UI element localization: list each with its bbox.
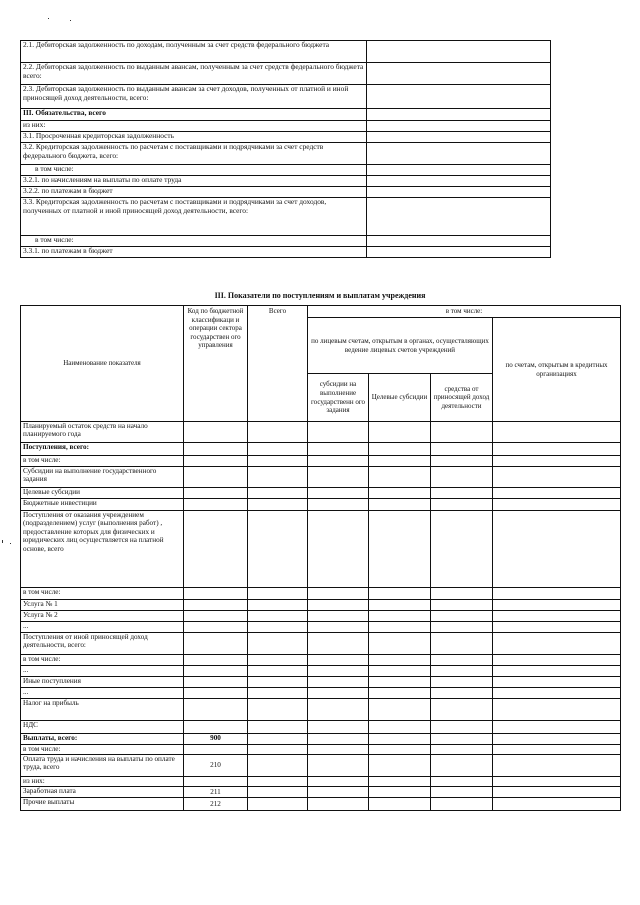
value-cell xyxy=(248,721,308,734)
indicator-name: Иные поступления xyxy=(21,677,184,688)
value-cell xyxy=(248,666,308,677)
liability-row-value xyxy=(367,187,551,198)
value-cell xyxy=(369,677,431,688)
budget-code xyxy=(184,443,248,456)
value-cell xyxy=(369,655,431,666)
value-cell xyxy=(493,622,621,633)
value-cell xyxy=(369,633,431,655)
value-cell xyxy=(369,787,431,798)
indicator-name: Услуга № 1 xyxy=(21,600,184,611)
value-cell xyxy=(493,499,621,511)
indicator-name: Целевые субсидии xyxy=(21,488,184,499)
value-cell xyxy=(493,655,621,666)
value-cell xyxy=(431,755,493,777)
indicator-name: ... xyxy=(21,622,184,633)
value-cell xyxy=(248,745,308,755)
value-cell xyxy=(248,600,308,611)
value-cell xyxy=(248,611,308,622)
value-cell xyxy=(369,755,431,777)
budget-code: 212 xyxy=(184,798,248,811)
liability-row xyxy=(21,63,551,85)
table-row xyxy=(21,699,621,721)
value-cell xyxy=(308,755,369,777)
value-cell xyxy=(308,511,369,588)
table-row xyxy=(21,443,621,456)
liability-row-value xyxy=(367,143,551,165)
liability-row-label: 2.3. Дебиторская задолженность по выданным авансам за счет доходов, полученных от платной и иной приносящей доход деятельности, всего: xyxy=(21,85,367,109)
indicator-name: Поступления, всего: xyxy=(21,443,184,456)
value-cell xyxy=(369,443,431,456)
value-cell xyxy=(308,633,369,655)
liabilities-table xyxy=(20,40,551,258)
indicator-name: из них: xyxy=(21,777,184,787)
value-cell xyxy=(369,688,431,699)
value-cell xyxy=(248,699,308,721)
value-cell xyxy=(493,787,621,798)
liability-row-label: 3.2. Кредиторская задолженность по расчетам с поставщиками и подрядчиками за счет средств федерального бюджета, всего: xyxy=(21,143,367,165)
value-cell xyxy=(308,611,369,622)
value-cell xyxy=(369,777,431,787)
indicator-name: Услуга № 2 xyxy=(21,611,184,622)
value-cell xyxy=(369,588,431,600)
value-cell xyxy=(248,511,308,588)
header-target-subsidy: Целевые субсидии xyxy=(369,374,431,422)
value-cell xyxy=(431,588,493,600)
value-cell xyxy=(369,611,431,622)
value-cell xyxy=(248,488,308,499)
value-cell xyxy=(493,688,621,699)
value-cell xyxy=(308,499,369,511)
value-cell xyxy=(308,456,369,467)
value-cell xyxy=(308,655,369,666)
value-cell xyxy=(369,721,431,734)
budget-code xyxy=(184,611,248,622)
table-row xyxy=(21,777,621,787)
value-cell xyxy=(493,755,621,777)
value-cell xyxy=(431,734,493,745)
value-cell xyxy=(493,777,621,787)
value-cell xyxy=(493,488,621,499)
table-row xyxy=(21,600,621,611)
value-cell xyxy=(308,467,369,488)
budget-code xyxy=(184,777,248,787)
budget-code xyxy=(184,600,248,611)
value-cell xyxy=(308,422,369,443)
value-cell xyxy=(493,721,621,734)
value-cell xyxy=(369,467,431,488)
budget-code: 211 xyxy=(184,787,248,798)
value-cell xyxy=(308,688,369,699)
liability-row-label: 2.1. Дебиторская задолженность по доходам, полученным за счет средств федерального бюджета xyxy=(21,41,367,63)
value-cell xyxy=(493,588,621,600)
value-cell xyxy=(248,422,308,443)
header-credit-accounts: по счетам, открытым в кредитных организациях xyxy=(493,318,621,422)
table-row xyxy=(21,721,621,734)
liability-row xyxy=(21,121,551,132)
value-cell xyxy=(431,511,493,588)
value-cell xyxy=(248,777,308,787)
budget-code xyxy=(184,422,248,443)
value-cell xyxy=(248,443,308,456)
value-cell xyxy=(248,688,308,699)
value-cell xyxy=(431,798,493,811)
table-row xyxy=(21,499,621,511)
value-cell xyxy=(248,734,308,745)
liability-row xyxy=(21,41,551,63)
indicator-name: Планируемый остаток средств на начало планируемого года xyxy=(21,422,184,443)
value-cell xyxy=(493,443,621,456)
value-cell xyxy=(369,422,431,443)
value-cell xyxy=(431,745,493,755)
value-cell xyxy=(308,745,369,755)
table-row xyxy=(21,755,621,777)
value-cell xyxy=(369,699,431,721)
value-cell xyxy=(431,677,493,688)
indicator-name: в том числе: xyxy=(21,588,184,600)
table-row xyxy=(21,588,621,600)
value-cell xyxy=(431,422,493,443)
liability-row xyxy=(21,176,551,187)
liability-row-value xyxy=(367,109,551,121)
header-budget-code: Код по бюджетной классификаци и операции сектора государствен ого управления xyxy=(184,306,248,422)
indicator-name: Оплата труда и начисления на выплаты по оплате труда, всего xyxy=(21,755,184,777)
indicator-name: Субсидии на выполнение государственного задания xyxy=(21,467,184,488)
liability-row-label: в том числе: xyxy=(21,165,367,176)
value-cell xyxy=(431,600,493,611)
budget-code xyxy=(184,488,248,499)
liability-row xyxy=(21,143,551,165)
liability-row-label: 3.3. Кредиторская задолженность по расчетам с поставщиками и подрядчиками за счет доходов, полученных от платной и иной приносящей доход деятельности, всего: xyxy=(21,198,367,236)
liability-row xyxy=(21,236,551,247)
value-cell xyxy=(493,699,621,721)
value-cell xyxy=(431,467,493,488)
budget-code xyxy=(184,688,248,699)
table-row xyxy=(21,456,621,467)
budget-code: 900 xyxy=(184,734,248,745)
value-cell xyxy=(248,499,308,511)
indicator-name: Заработная плата xyxy=(21,787,184,798)
indicator-name: Бюджетные инвестиции xyxy=(21,499,184,511)
liability-row-value xyxy=(367,247,551,258)
liability-row-value xyxy=(367,236,551,247)
value-cell xyxy=(248,677,308,688)
value-cell xyxy=(308,777,369,787)
scan-speck xyxy=(70,20,71,21)
header-total: Всего xyxy=(248,306,308,422)
liability-row-value xyxy=(367,132,551,143)
value-cell xyxy=(308,677,369,688)
value-cell xyxy=(369,499,431,511)
receipts-payments-table xyxy=(20,305,621,811)
value-cell xyxy=(493,734,621,745)
liability-row-value xyxy=(367,63,551,85)
value-cell xyxy=(493,456,621,467)
value-cell xyxy=(431,456,493,467)
table-row xyxy=(21,633,621,655)
table-row xyxy=(21,488,621,499)
table-row xyxy=(21,688,621,699)
indicator-name: Прочие выплаты xyxy=(21,798,184,811)
value-cell xyxy=(493,633,621,655)
table-row xyxy=(21,745,621,755)
value-cell xyxy=(308,488,369,499)
liability-row xyxy=(21,132,551,143)
budget-code xyxy=(184,499,248,511)
budget-code xyxy=(184,467,248,488)
value-cell xyxy=(493,677,621,688)
indicator-name: Налог на прибыль xyxy=(21,699,184,721)
liability-row-label: 3.3.1. по платежам в бюджет xyxy=(21,247,367,258)
table-row xyxy=(21,798,621,811)
indicator-name: в том числе: xyxy=(21,655,184,666)
budget-code xyxy=(184,745,248,755)
scan-speck xyxy=(10,543,11,544)
liability-row-label: в том числе: xyxy=(21,236,367,247)
liability-row xyxy=(21,198,551,236)
value-cell xyxy=(431,488,493,499)
value-cell xyxy=(248,467,308,488)
liability-row-value xyxy=(367,198,551,236)
value-cell xyxy=(493,666,621,677)
budget-code xyxy=(184,511,248,588)
value-cell xyxy=(248,622,308,633)
liability-row xyxy=(21,85,551,109)
liability-row-label: 3.2.2. по платежам в бюджет xyxy=(21,187,367,198)
value-cell xyxy=(248,755,308,777)
table-row xyxy=(21,467,621,488)
indicator-name: ... xyxy=(21,666,184,677)
value-cell xyxy=(308,666,369,677)
value-cell xyxy=(248,588,308,600)
indicator-name: Поступления от оказания учреждением (подразделением) услуг (выполнения работ) , предоставление которых для физических и юридических лиц осуществляется на платной основе, всего xyxy=(21,511,184,588)
budget-code xyxy=(184,677,248,688)
scan-speck xyxy=(2,540,3,543)
table-row xyxy=(21,511,621,588)
value-cell xyxy=(308,443,369,456)
value-cell xyxy=(248,456,308,467)
liability-row-label: 3.1. Просроченная кредиторская задолженность xyxy=(21,132,367,143)
value-cell xyxy=(431,721,493,734)
value-cell xyxy=(248,655,308,666)
value-cell xyxy=(431,633,493,655)
value-cell xyxy=(369,456,431,467)
table-row xyxy=(21,622,621,633)
liability-row-value xyxy=(367,121,551,132)
table-row xyxy=(21,655,621,666)
value-cell xyxy=(308,787,369,798)
value-cell xyxy=(369,666,431,677)
value-cell xyxy=(431,666,493,677)
liability-row xyxy=(21,109,551,121)
liability-row-value xyxy=(367,176,551,187)
header-state-task-subsidy: субсидии на выполнение государственн ого задания xyxy=(308,374,369,422)
value-cell xyxy=(431,777,493,787)
value-cell xyxy=(493,600,621,611)
table-row xyxy=(21,677,621,688)
value-cell xyxy=(431,655,493,666)
header-indicator-name: Наименование показателя xyxy=(21,306,184,422)
budget-code xyxy=(184,655,248,666)
value-cell xyxy=(493,422,621,443)
liability-row-label: 2.2. Дебиторская задолженность по выданным авансам, полученным за счет средств федерального бюджета всего: xyxy=(21,63,367,85)
table-row xyxy=(21,611,621,622)
value-cell xyxy=(431,699,493,721)
value-cell xyxy=(493,798,621,811)
value-cell xyxy=(431,622,493,633)
value-cell xyxy=(431,611,493,622)
value-cell xyxy=(308,622,369,633)
value-cell xyxy=(493,511,621,588)
value-cell xyxy=(431,787,493,798)
liability-row-label: III. Обязательства, всего xyxy=(21,109,367,121)
liability-row-value xyxy=(367,85,551,109)
value-cell xyxy=(493,745,621,755)
value-cell xyxy=(369,511,431,588)
value-cell xyxy=(308,798,369,811)
header-income-activity: средства от приносящей доход деятельности xyxy=(431,374,493,422)
value-cell xyxy=(369,600,431,611)
budget-code xyxy=(184,666,248,677)
budget-code xyxy=(184,721,248,734)
indicator-name: в том числе: xyxy=(21,745,184,755)
value-cell xyxy=(308,600,369,611)
indicator-name: Выплаты, всего: xyxy=(21,734,184,745)
liability-row xyxy=(21,165,551,176)
value-cell xyxy=(431,688,493,699)
budget-code xyxy=(184,456,248,467)
table-row xyxy=(21,734,621,745)
value-cell xyxy=(369,488,431,499)
value-cell xyxy=(431,443,493,456)
liability-row-value xyxy=(367,165,551,176)
value-cell xyxy=(369,622,431,633)
value-cell xyxy=(369,798,431,811)
budget-code: 210 xyxy=(184,755,248,777)
liability-row xyxy=(21,187,551,198)
indicator-name: ... xyxy=(21,688,184,699)
indicator-name: в том числе: xyxy=(21,456,184,467)
header-personal-accounts: по лицевым счетам, открытым в органах, осуществляющих ведение лицевых счетов учреждений xyxy=(308,318,493,374)
table-row xyxy=(21,787,621,798)
indicator-name: НДС xyxy=(21,721,184,734)
budget-code xyxy=(184,622,248,633)
indicator-name: Поступления от иной приносящей доход деятельности, всего: xyxy=(21,633,184,655)
liability-row-label: из них: xyxy=(21,121,367,132)
budget-code xyxy=(184,633,248,655)
value-cell xyxy=(369,745,431,755)
table-row xyxy=(21,666,621,677)
liability-row-value xyxy=(367,41,551,63)
value-cell xyxy=(493,611,621,622)
value-cell xyxy=(248,633,308,655)
liability-row xyxy=(21,247,551,258)
header-including: в том числе: xyxy=(308,306,621,318)
value-cell xyxy=(248,787,308,798)
value-cell xyxy=(308,588,369,600)
section-title: III. Показатели по поступлениям и выплатам учреждения xyxy=(214,291,426,300)
value-cell xyxy=(369,734,431,745)
value-cell xyxy=(431,499,493,511)
table-row xyxy=(21,422,621,443)
liability-row-label: 3.2.1. по начислениям на выплаты по оплате труда xyxy=(21,176,367,187)
value-cell xyxy=(248,798,308,811)
value-cell xyxy=(308,721,369,734)
budget-code xyxy=(184,588,248,600)
budget-code xyxy=(184,699,248,721)
value-cell xyxy=(493,467,621,488)
value-cell xyxy=(308,699,369,721)
scan-speck xyxy=(48,18,49,19)
value-cell xyxy=(308,734,369,745)
